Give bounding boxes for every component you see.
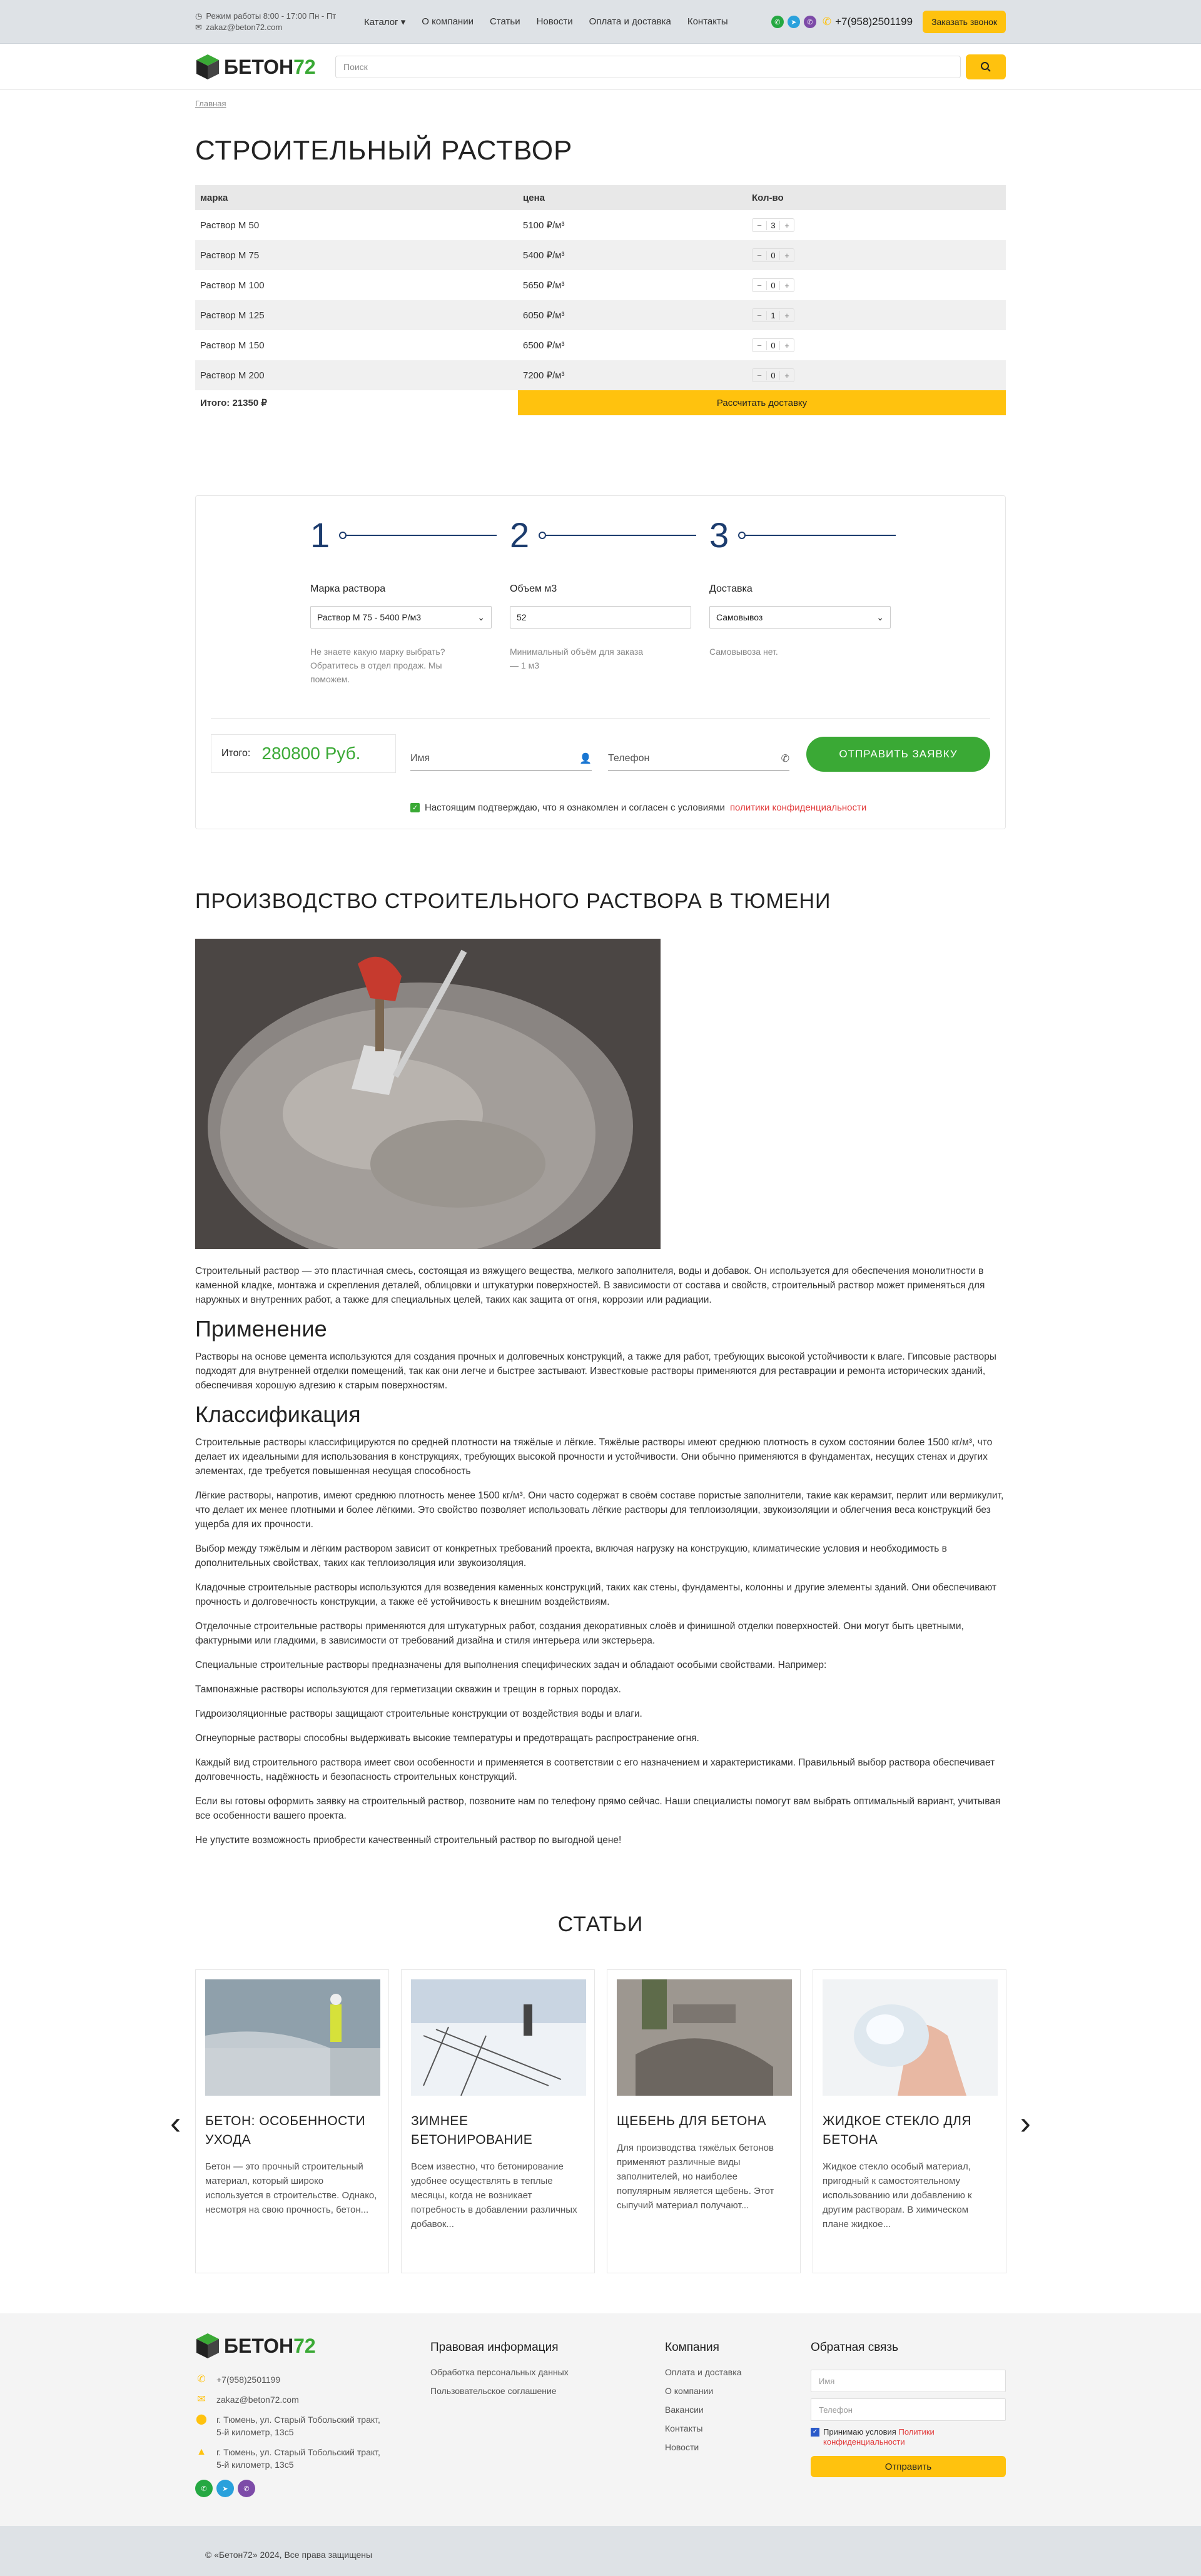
row-name: Раствор М 100: [200, 280, 265, 291]
top-phone[interactable]: ✆ +7(958)2501199: [822, 16, 913, 28]
row-name: Раствор М 200: [195, 360, 518, 390]
top-nav: [364, 16, 728, 28]
page-title: СТРОИТЕЛЬНЫЙ РАСТВОР: [195, 135, 573, 166]
copyright-bar: [0, 2526, 1201, 2576]
logo[interactable]: БЕТОН 72: [195, 53, 335, 81]
article-card[interactable]: ЗИМНЕЕ БЕТОНИРОВАНИЕ Всем известно, что бетонирование удобнее осуществлять в теплые месяцы, когда не возникает потребность в добавлении различных добавок...: [401, 1969, 595, 2273]
table-total-row: [195, 390, 1006, 415]
article-body: Строительный раствор — это пластичная смесь, состоящая из вяжущего вещества, мелкого заполнителя, воды и добавок. Он используется для обеспечения монолитности в каменной кладке, монтажа и скрепления деталей, облицовки и штукатурки поверхностей. В зависимости от состава и свойств, строительный раствор может применяться для наружных и внутренних работ, а также для специальных целей, таких как защита от огня, коррозии или радиации. Применение Растворы на основе цемента используются для создания прочных и долговечных конструкций, а также для работ, требующих высокой устойчивости к влаге. Гипсовые растворы подходят для внутренней отделки помещений, так как они легче и быстрее застывают. Известковые растворы применяются для реставрации и ремонта исторических зданий, обеспечивая хорошую адгезию к старым поверхностям. Классификация Строительные растворы классифицируются по средней плотности на тяжёлые и лёгкие. Тяжёлые растворы имеют среднюю плотность в сухом состоянии более 1500 кг/м³, что делает их идеальными для использования в конструкциях, требующих высокой прочности и устойчивости. Они обычно применяются в фундаментах, несущих стенах и других элементах, где требуется повышенная несущая способность Лёгкие растворы, напротив, имеют среднюю плотность менее 1500 кг/м³. Они часто содержат в своём составе пористые заполнители, такие как керамзит, перлит или вермикулит, что делает их менее плотными и более лёгкими. Это свойство позволяет использовать лёгкие растворы для теплоизоляции, звукоизоляции и облегчения веса конструкций без ущерба для их прочности. Выбор между тяжёлым и лёгким раствором зависит от конкретных требований проекта, включая нагрузку на конструкцию, климатические условия и необходимость в дополнительных свойствах, таких как теплоизоляция или звукоизоляция. Кладочные строительные растворы используются для возведения каменных конструкций, таких как стены, фундаменты, колонны и другие элементы зданий. Они обеспечивают прочность и долговечность конструкции, а также её устойчивость к внешним воздействиям. Отделочные строительные растворы применяются для штукатурных работ, создания декоративных слоёв и финишной отделки поверхностей. Они могут быть цветными, фактурными или гладкими, в зависимости от требований дизайна и стиля интерьера или экстерьера. Специальные строительные растворы предназначены для выполнения специфических задач и обладают особыми свойствами. Например: Тампонажные растворы используются для герметизации скважин и трещин в горных породах. Гидроизоляционные растворы защищают строительные конструкции от воздействия воды и влаги. Огнеупорные растворы способны выдерживать высокие температуры и предотвращать распространение огня. Каждый вид строительного раствора имеет свои особенности и применяется в соответствии с его назначением и характеристиками. Правильный выбор раствора обеспечивает долговечность, надёжность и безопасность строительных конструкций. Если вы готовы оформить заявку на строительный раствор, позвоните нам по телефону прямо сейчас. Наши специалисты помогут вам выбрать оптимальный вариант, учитывая все особенности вашего проекта. Не упустите возможность приобрести качественный строительный раствор по выгодной цене!: [195, 1266, 1004, 1846]
col-price: цена: [518, 185, 747, 210]
row-price: 5650 ₽/м³: [523, 280, 565, 291]
clock-icon: ◷: [195, 11, 203, 21]
whatsapp-icon[interactable]: ✆: [771, 16, 784, 28]
row-price: 5400 ₽/м³: [518, 240, 747, 270]
row-name: Раствор М 150: [200, 340, 265, 351]
location-icon: ⬤: [196, 2414, 207, 2425]
footer-link[interactable]: Контакты: [665, 2423, 703, 2433]
top-info: [195, 11, 364, 33]
footer-logo[interactable]: БЕТОН 72: [195, 2332, 335, 2360]
table-row: [195, 210, 1006, 240]
article-image: [823, 1979, 998, 2096]
viber-icon[interactable]: ✆: [804, 16, 816, 28]
minus-button[interactable]: −: [757, 220, 762, 230]
table-row: [195, 360, 1006, 390]
plus-button[interactable]: +: [784, 280, 789, 290]
footer-privacy-link[interactable]: Политики конфиденциальности: [823, 2427, 935, 2447]
volume-input[interactable]: 52: [510, 606, 691, 629]
mortar-mixing-image: [195, 939, 661, 1249]
minus-button[interactable]: −: [757, 280, 762, 290]
slider-next-button[interactable]: ›: [1020, 2105, 1031, 2141]
col-qty: Кол-во: [747, 185, 1006, 210]
row-price: 5100 ₽/м³: [523, 220, 565, 231]
footer-send-button[interactable]: Отправить: [811, 2456, 1006, 2477]
row-name: Раствор М 75: [195, 240, 518, 270]
phone-icon: ✆: [197, 2374, 206, 2385]
footer-link[interactable]: Оплата и доставка: [665, 2367, 742, 2377]
order-call-button[interactable]: Заказать звонок: [923, 11, 1006, 33]
telegram-icon[interactable]: ➤: [788, 16, 800, 28]
work-hours: Режим работы 8:00 - 17:00 Пн - Пт: [206, 11, 337, 21]
footer-contacts: [195, 2313, 383, 2497]
step-2: 2: [510, 515, 696, 555]
minus-button[interactable]: −: [757, 370, 762, 380]
nav-payment[interactable]: Оплата и доставка: [589, 16, 671, 27]
plus-button[interactable]: +: [784, 370, 789, 380]
chevron-down-icon: ⌄: [876, 612, 884, 622]
agree-checkbox[interactable]: ✓: [410, 803, 420, 812]
phone-input[interactable]: Телефон ✆: [608, 746, 789, 771]
article-image: [205, 1979, 380, 2096]
calc-delivery-button[interactable]: Рассчитать доставку: [518, 390, 1006, 415]
footer-name-input[interactable]: Имя: [811, 2370, 1006, 2392]
step-3: 3: [709, 515, 896, 555]
footer-feedback: Обратная связь Имя Телефон ✓ Принимаю условия Политики конфиденциальности Отправить: [811, 2313, 1006, 2477]
nav-contacts[interactable]: Контакты: [687, 16, 728, 27]
table-row: [195, 270, 1006, 300]
table-row: [195, 330, 1006, 360]
search-button[interactable]: [966, 54, 1006, 79]
plus-button[interactable]: +: [784, 250, 789, 260]
article-image: [411, 1979, 586, 2096]
footer-address: ▲ г. Тюмень, ул. Старый Тобольский тракт, 5-й километр, 13с5: [195, 2446, 383, 2471]
row-price: 6500 ₽/м³: [523, 340, 565, 351]
footer-legal: Правовая информация Обработка персональных данных Пользовательское соглашение: [430, 2341, 569, 2396]
product-photo: [195, 939, 661, 1249]
quantity-stepper[interactable]: − 0 +: [752, 278, 794, 292]
volume-field: Объем м3 52 Минимальный объём для заказа — 1 м3: [510, 583, 691, 672]
nav-news[interactable]: Новости: [536, 16, 573, 27]
search-icon: [980, 61, 991, 73]
nav-about[interactable]: О компании: [422, 16, 474, 27]
telegram-icon[interactable]: ➤: [216, 2480, 234, 2497]
footer-link[interactable]: Обработка персональных данных: [430, 2367, 569, 2377]
mail-icon: ✉: [195, 23, 202, 32]
footer-company: Компания Оплата и доставка О компании Вакансии Контакты Новости: [665, 2341, 742, 2452]
privacy-link[interactable]: политики конфиденциальности: [729, 802, 867, 813]
copyright: © «Бетон72» 2024, Все права защищены: [205, 2550, 373, 2560]
divider: [211, 718, 990, 719]
quantity-stepper[interactable]: − 3 +: [752, 218, 794, 232]
name-input[interactable]: Имя 👤: [410, 746, 592, 771]
breadcrumb[interactable]: Главная: [195, 99, 226, 108]
slider-prev-button[interactable]: ‹: [170, 2105, 181, 2141]
price-table: [195, 185, 1006, 390]
logo-cube-icon: [195, 53, 220, 81]
grade-field: Марка раствора Раствор М 75 - 5400 Р/м3 ⌄ Не знаете какую марку выбрать? Обратитесь в отдел продаж. Мы поможем.: [310, 583, 492, 686]
articles-slider: [170, 1969, 1031, 2273]
footer-socials: [195, 2480, 383, 2497]
plus-button[interactable]: +: [784, 220, 789, 230]
step-1: 1: [310, 515, 497, 555]
footer-link[interactable]: Новости: [665, 2442, 699, 2452]
quantity-stepper[interactable]: − 0 +: [752, 338, 794, 352]
nav-articles[interactable]: Статьи: [489, 16, 520, 27]
article-card[interactable]: ЩЕБЕНЬ ДЛЯ БЕТОНА Для производства тяжёлых бетонов применяют различные виды заполнителей, но наиболее популярным является щебень. Этот сыпучий материал получают...: [607, 1969, 801, 2273]
minus-button[interactable]: −: [757, 310, 762, 320]
logo-cube-icon: [195, 2332, 220, 2360]
quantity-stepper[interactable]: − 1 +: [752, 308, 794, 322]
viber-icon[interactable]: ✆: [238, 2480, 255, 2497]
truck-icon: ▲: [196, 2447, 206, 2457]
delivery-field: Доставка Самовывоз ⌄ Самовывоза нет.: [709, 583, 891, 659]
footer-email[interactable]: ✉ zakaz@beton72.com: [195, 2393, 383, 2406]
user-icon: 👤: [579, 753, 592, 764]
table-row: [195, 240, 1006, 270]
footer-phone[interactable]: ✆ +7(958)2501199: [195, 2373, 383, 2386]
articles-title: СТАТЬИ: [557, 1912, 644, 1936]
nav-catalog[interactable]: Каталог ▾: [364, 17, 406, 28]
whatsapp-icon[interactable]: ✆: [195, 2480, 213, 2497]
mail-icon: ✉: [197, 2394, 206, 2405]
row-name: Раствор М 50: [200, 220, 260, 231]
send-request-button[interactable]: ОТПРАВИТЬ ЗАЯВКУ: [806, 737, 990, 772]
price-table-header: [195, 185, 1006, 210]
article-image: [617, 1979, 792, 2096]
phone-icon: ✆: [822, 16, 832, 28]
calc-total: Итого: 280800 Руб.: [211, 734, 396, 773]
order-calculator: [195, 495, 1006, 829]
plus-button[interactable]: +: [784, 340, 789, 350]
search-input[interactable]: Поиск: [335, 56, 961, 78]
top-email[interactable]: zakaz@beton72.com: [205, 23, 283, 32]
col-grade: марка: [195, 185, 518, 210]
row-price: 6050 ₽/м³: [518, 300, 747, 330]
table-total: Итого: 21350 ₽: [200, 398, 267, 408]
header: [0, 44, 1201, 90]
agree-checkbox-row: ✓ Настоящим подтверждаю, что я ознакомлен и согласен с условиями политики конфиденциальности: [410, 802, 866, 813]
footer-link[interactable]: О компании: [665, 2386, 714, 2396]
footer-link[interactable]: Вакансии: [665, 2405, 704, 2415]
minus-button[interactable]: −: [757, 340, 762, 350]
quantity-stepper[interactable]: − 0 +: [752, 368, 794, 382]
article-card[interactable]: ЖИДКОЕ СТЕКЛО ДЛЯ БЕТОНА Жидкое стекло особый материал, пригодный к самостоятельному использованию или добавлению к другим растворам. В химическом плане жидкое...: [813, 1969, 1006, 2273]
delivery-select[interactable]: Самовывоз ⌄: [709, 606, 891, 629]
top-socials: [771, 16, 816, 28]
footer-phone-input[interactable]: Телефон: [811, 2398, 1006, 2421]
footer-address: ⬤ г. Тюмень, ул. Старый Тобольский тракт, 5-й километр, 13с5: [196, 2414, 380, 2437]
article-card[interactable]: БЕТОН: ОСОБЕННОСТИ УХОДА Бетон — это прочный строительный материал, который широко используется в строительстве. Однако, несмотря на свою прочность, бетон...: [195, 1969, 389, 2273]
minus-button[interactable]: −: [757, 250, 762, 260]
footer: [0, 2313, 1201, 2526]
article-title: ПРОИЗВОДСТВО СТРОИТЕЛЬНОГО РАСТВОРА В ТЮМЕНИ: [195, 889, 831, 913]
row-name: Раствор М 125: [195, 300, 518, 330]
footer-agree-row: ✓ Принимаю условия Политики конфиденциальности: [811, 2427, 1006, 2447]
footer-agree-checkbox[interactable]: ✓: [811, 2428, 819, 2437]
top-bar: [0, 0, 1201, 44]
grade-select[interactable]: Раствор М 75 - 5400 Р/м3 ⌄: [310, 606, 492, 629]
table-row: [195, 300, 1006, 330]
row-price: 7200 ₽/м³: [518, 360, 747, 390]
footer-link[interactable]: Пользовательское соглашение: [430, 2386, 557, 2396]
phone-icon: ✆: [781, 753, 789, 764]
chevron-down-icon: ⌄: [477, 612, 485, 622]
quantity-stepper[interactable]: − 0 +: [752, 248, 794, 262]
plus-button[interactable]: +: [784, 310, 789, 320]
